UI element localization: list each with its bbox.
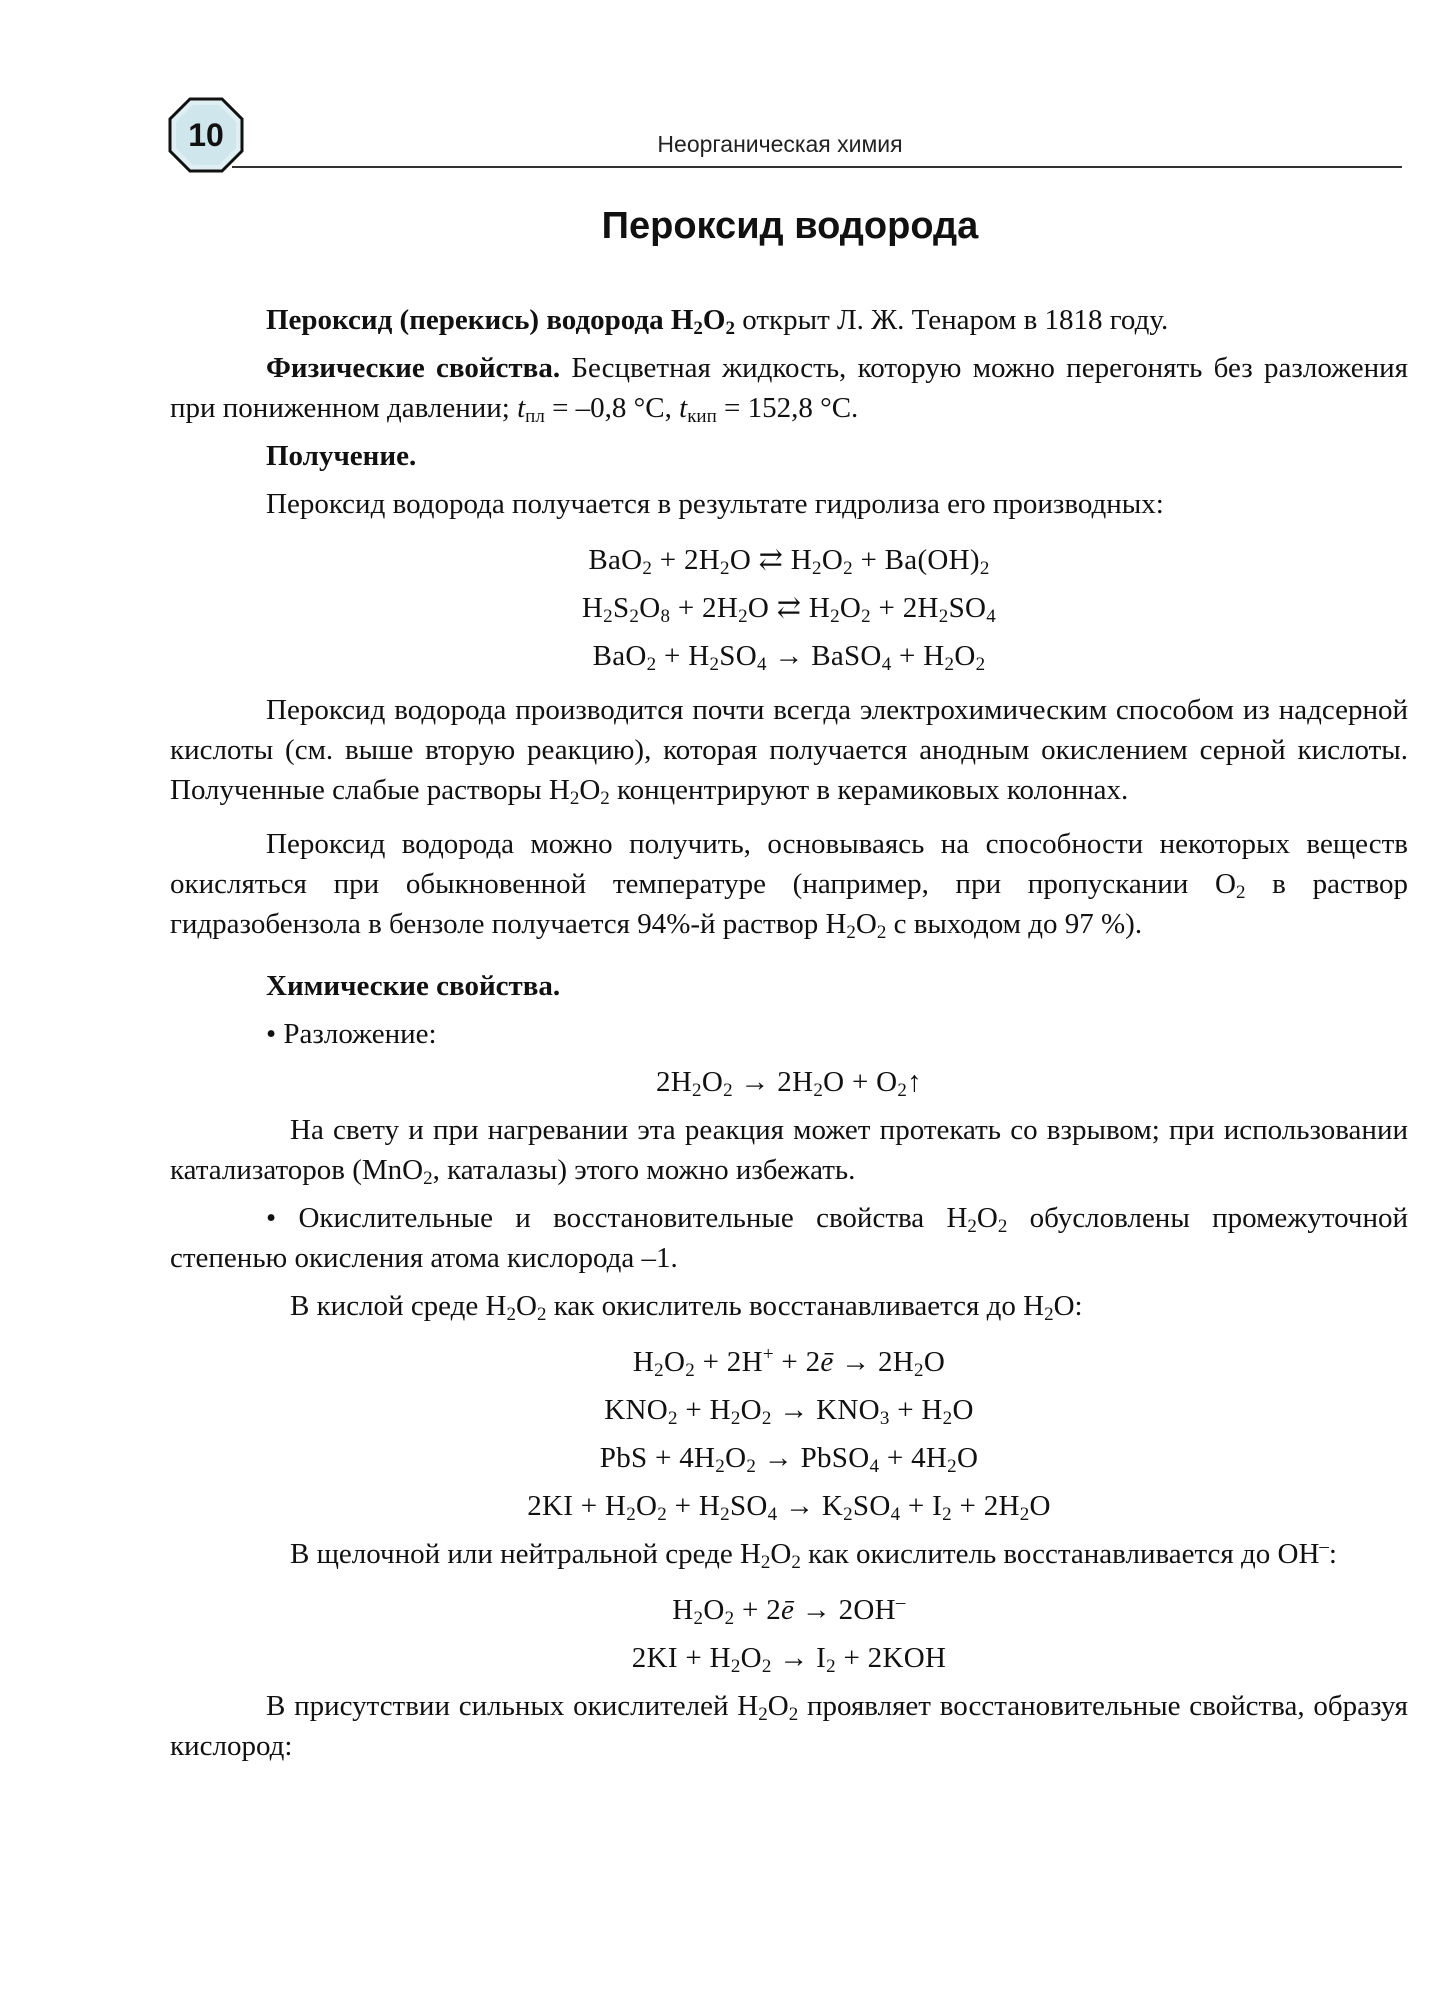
running-header-title: Неорганическая химия: [657, 131, 903, 157]
main-content: [170, 300, 1408, 1766]
equation-acid-2: $KNO_2 + H_2O_2 \to KNO_3 + H_2O$: [604, 1394, 974, 1429]
header-divider: [232, 166, 1402, 168]
preparation-paragraph-2: Пероксид водорода производится почти всегда электрохимическим способом из надсерной кислоты (см. выше вторую реакцию), которая получается анодным окислением серной кислоты. Полученные слабые растворы $H_2O_2$ концентрируют в керамиковых колоннах.: [170, 694, 1408, 809]
preparation-paragraph-3: Пероксид водорода можно получить, основываясь на способности некоторых веществ окисляться при обыкновенной температуре (например, при пропускании $O_2$ в раствор гидразобензола в бензоле получается 94%-й раствор $H_2O_2$ с выходом до 97 %).: [170, 828, 1408, 943]
equation-3: $BaO_2 + H_2SO_4$ → BaSO$_4$ + $H_2O_2$: [592, 640, 986, 675]
bullet-icon: •: [266, 1018, 277, 1050]
equation-2: $H_2S_2O_8 + 2H_2O$ ⇄ $H_2O_2 + 2H_2SO_4$: [581, 592, 997, 627]
equation-acid-3: PbS + $4H_2O_2$ → PbSO$_4$ + $4H_2O$: [599, 1442, 979, 1477]
equation-alkaline-1: $H_2O_2$ + 2ē → 2OH–: [672, 1592, 906, 1629]
redox-item: • Окислительные и восстановительные свойства $H_2O_2$ обусловлены промежуточной степенью окисления атома кислорода –1.: [170, 1202, 1408, 1274]
acid-medium-paragraph: В кислой среде $H_2O_2$ как окислитель восстанавливается до $H_2O$:: [290, 1290, 1083, 1325]
equation-alkaline-2: $2KI + H_2O_2 \to I_2 + 2KOH$: [631, 1642, 947, 1677]
bullet-icon: •: [266, 1202, 277, 1234]
decomposition-note: На свету и при нагревании эта реакция может протекать со взрывом; при использовании катализаторов (MnO$_2$, каталазы) этого можно избежать.: [170, 1114, 1408, 1189]
equation-decomposition: $2H_2O_2 \to 2H_2O$ + $O_2↑$: [655, 1066, 923, 1101]
physical-properties-paragraph: Физические свойства. Бесцветная жидкость, которую можно перегонять без разложения при пониженном давлении; $t_{пл} = -0,8$ °С, $t_{кип} = 152,8$ °С.: [170, 352, 1408, 427]
intro-paragraph: Пероксид (перекись) водорода $H_2O_2$ открыт Л. Ж. Тенаром в 1818 году.: [266, 304, 1169, 339]
intro-bold: Пероксид (перекись) водорода $H_2O_2$: [266, 304, 735, 339]
alkaline-medium-paragraph: В щелочной или нейтральной среде $H_2O_2$ как окислитель восстанавливается до OH–:: [290, 1536, 1337, 1573]
page-number: 10: [188, 117, 224, 153]
decomposition-item: • Разложение:: [266, 1018, 437, 1050]
gas-up-arrow-icon: ↑: [907, 1066, 923, 1098]
preparation-heading: Получение.: [266, 440, 417, 472]
physical-heading: Физические свойства.: [266, 352, 561, 384]
equation-1: $BaO_2 + 2H_2O$ ⇄ $H_2O_2 + Ba(OH)_2$: [588, 544, 990, 579]
page-number-badge: [166, 95, 246, 175]
preparation-intro: Пероксид водорода получается в результате гидролиза его производных:: [266, 488, 1164, 520]
reducer-paragraph: В присутствии сильных окислителей $H_2O_2$ проявляет восстановительные свойства, образуя кислород:: [170, 1690, 1408, 1762]
equation-acid-1: $H_2O_2 + 2H^+$ + 2ē → $2H_2O$: [632, 1344, 946, 1381]
chemical-heading: Химические свойства.: [266, 970, 561, 1002]
equation-acid-4: $2KI + H_2O_2 + H_2SO_4 \to K_2SO_4 + I_2 + 2H_2O$: [527, 1490, 1051, 1525]
page-title: Пероксид водорода: [601, 205, 979, 247]
